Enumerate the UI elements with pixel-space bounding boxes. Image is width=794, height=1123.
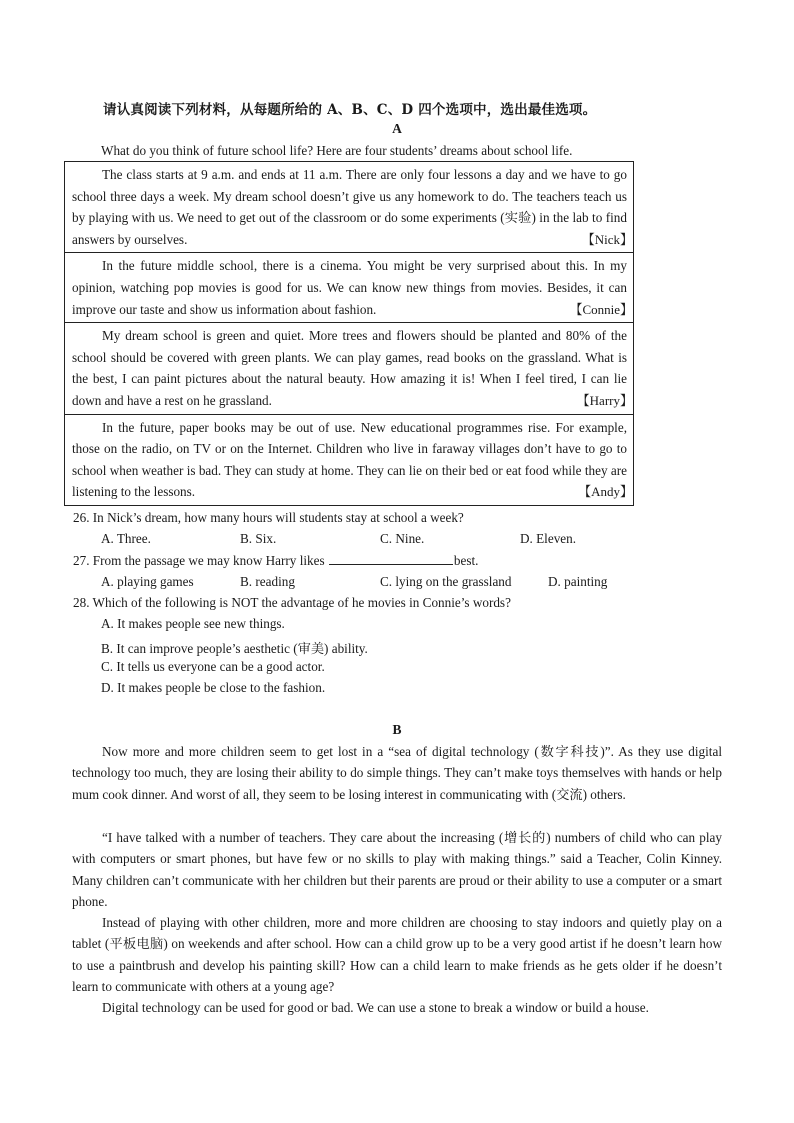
dream-text: The class starts at 9 a.m. and ends at 11 a.m. There are only four lessons a day and we have to go school three days a week. My dream school doesn’t give us any homework to do. The teachers teach us by playing with us. We need to get out of the classroom or do some experiments (实验) in the lab to find answers by ourselves. (72, 167, 627, 247)
dream-signature: 【Connie】 (569, 301, 633, 317)
paragraph-text: Instead of playing with other children, more and more children are choosing to stay indoors and quietly play on a tablet (平板电脑) on weekends and after school. How can a child grow up to be a very good artist if he doesn’t learn how to use a paintbrush and develop his painting skill? How can a child learn to make friends as he gets older if he doesn’t learn to communicate with others at a young age? (72, 915, 722, 995)
passage-b-paragraph (72, 912, 722, 998)
passage-b-paragraph (72, 741, 722, 805)
section-a-title: A (392, 121, 402, 136)
dream-text: In the future middle school, there is a cinema. You might be very surprised about this. In my opinion, watching pop movies is good for us. We can know new things from movies. Besides, it can improve our taste and show us information about fashion. (72, 258, 627, 317)
answer-blank (329, 552, 453, 565)
section-b-title: B (392, 722, 402, 737)
q27-option-c[interactable]: C. lying on the grassland (380, 574, 512, 589)
q27-option-d[interactable]: D. painting (548, 574, 608, 589)
dream-entry-connie (65, 252, 633, 322)
q26-option-a[interactable]: A. Three. (101, 531, 151, 546)
question-26-stem: 26. In Nick’s dream, how many hours will students stay at school a week? (73, 510, 464, 525)
q28-option-d[interactable]: D. It makes people be close to the fashion. (101, 680, 326, 695)
q27-stem-after: best. (453, 553, 479, 568)
dream-entry-andy (65, 414, 633, 505)
dream-entry-harry (65, 322, 633, 413)
paragraph-text: “I have talked with a number of teachers. They care about the increasing (增长的) numbers of child who can play with computers or smart phones, but have few or no skills to play with making things.” said a Teacher, Colin Kinney. Many children can’t communicate with her children but their parents are proud or their ability to use a computer or a smart phone. (72, 830, 722, 910)
question-28-stem: 28. Which of the following is NOT the advantage of he movies in Connie’s words? (73, 595, 511, 610)
dream-text: My dream school is green and quiet. More trees and flowers should be planted and 80% of the school should be covered with green plants. We can play games, read books on the grassland. What is the best, I can paint pictures about the natural beauty. How amazing it is! When I feel tired, I can lie down and have a rest on he grassland. (72, 328, 627, 408)
passage-b-paragraph (72, 997, 722, 1018)
dreams-table (64, 161, 634, 506)
q27-stem-before: 27. From the passage we may know Harry likes (73, 553, 325, 568)
q28-option-c[interactable]: C. It tells us everyone can be a good actor. (101, 659, 325, 674)
q26-option-c[interactable]: C. Nine. (380, 531, 425, 546)
q26-option-d[interactable]: D. Eleven. (520, 531, 577, 546)
dream-signature: 【Nick】 (581, 231, 633, 247)
dream-signature: 【Harry】 (576, 392, 633, 408)
instruction-heading: 请认真阅读下列材料，从每题所给的 A、B、C、D 四个选项中，选出最佳选项。 (103, 102, 597, 118)
dream-text: In the future, paper books may be out of use. New educational programmes rise. For example, those on the radio, on TV or on the Internet. Children who live in faraway villages don’t have to go to school when weather is bad. They can study at home. They can lie on their bed or eat food while they are listening to the lessons. (72, 419, 627, 500)
q27-option-b[interactable]: B. reading (240, 574, 295, 589)
q27-option-a[interactable]: A. playing games (101, 574, 194, 589)
q26-option-b[interactable]: B. Six. (240, 531, 277, 546)
question-27-stem (73, 552, 478, 569)
section-a-intro: What do you think of future school life? Here are four students’ dreams about school life. (101, 143, 573, 158)
q28-option-a[interactable]: A. It makes people see new things. (101, 616, 285, 631)
dream-entry-nick (65, 162, 633, 252)
dream-signature: 【Andy】 (578, 484, 633, 500)
passage-b-paragraph (72, 827, 722, 913)
paragraph-text: Now more and more children seem to get lost in a “sea of digital technology (数字科技)”. As they use digital technology too much, they are losing their ability to do simple things. They can’t make toys themselves with hands or help mum cook dinner. And worst of all, they seem to be losing interest in communicating with (交流) others. (72, 744, 722, 802)
q28-option-b[interactable]: B. It can improve people’s aesthetic (审美) ability. (101, 641, 368, 656)
paragraph-text: Digital technology can be used for good or bad. We can use a stone to break a window or build a house. (102, 1000, 649, 1015)
